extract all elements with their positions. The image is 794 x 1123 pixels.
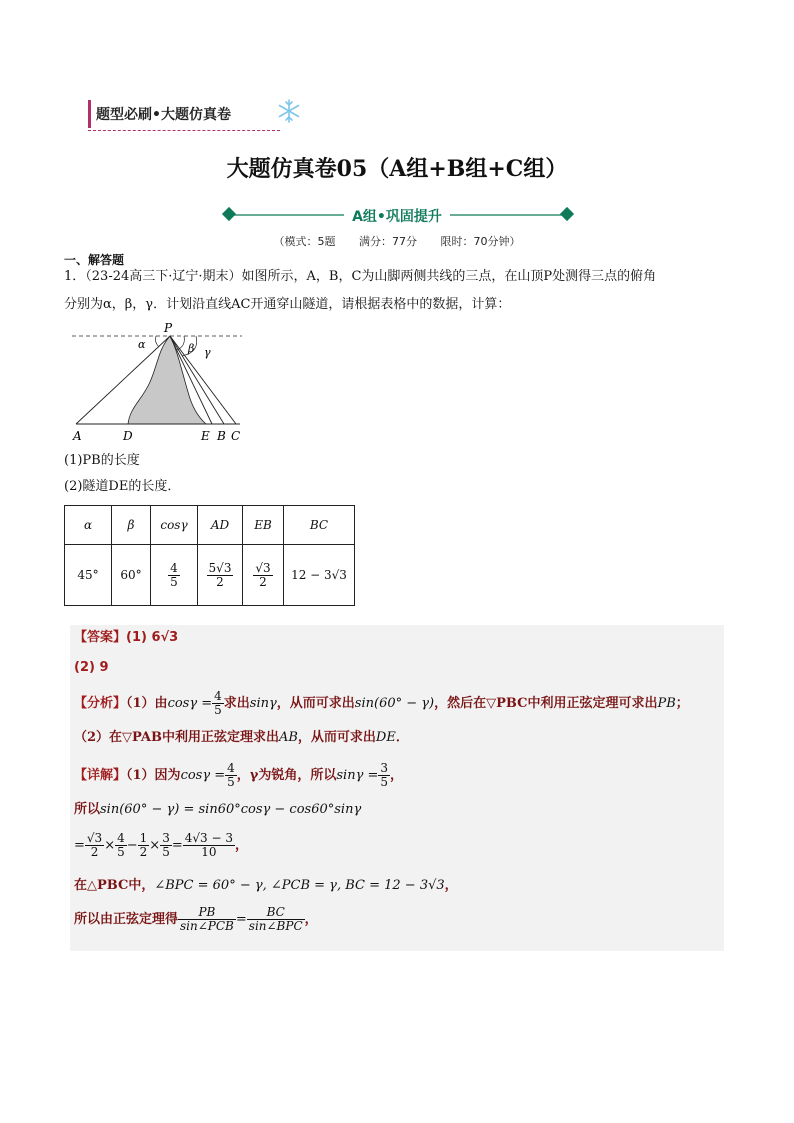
table-cell-bc: 12 − 3√3 [284, 545, 355, 606]
table-cell-alpha: 45° [65, 545, 112, 606]
table-header-row [65, 506, 355, 545]
brand-label: 题型必刷•大题仿真卷 [96, 107, 231, 123]
fraction: $\frac{4}{5}$ [170, 560, 178, 589]
fraction: $\frac{1}{2}$ [139, 831, 148, 859]
fraction: $\frac{√3}{2}$ [255, 560, 271, 589]
fraction: $\frac{4}{5}$ [117, 831, 125, 859]
data-table [64, 505, 355, 606]
label-E: E [201, 429, 210, 443]
fraction: $\frac{3}{5}$ [162, 831, 170, 859]
sub-question-2: (2)隧道DE的长度． [64, 479, 181, 494]
label-D: D [123, 429, 133, 443]
analysis-line-1: 【分析】（1）由cosγ = $\frac{4}{5}$ 求出sinγ，从而可求出sin(60° − γ)，然后在▽PBC中利用正弦定理可求出PB； [74, 689, 689, 717]
analysis-line-2: （2）在▽PAB中利用正弦定理求出AB，从而可求出DE． [74, 730, 409, 745]
label-C: C [231, 429, 241, 443]
label-gamma: γ [204, 346, 211, 359]
mountain-figure [70, 322, 250, 444]
fraction: $\frac{BC}{\text{sin∠BPC}}$ [248, 905, 303, 933]
detail-line-3: = $\frac{√3}{2}$ × $\frac{4}{5}$ − $\frac{1}{2}$ × $\frac{3}{5}$ = $\frac{4√3 - 3}{10}$ ， [74, 831, 248, 859]
detail-line-4: 在△PBC中，∠BPC = 60° − γ, ∠PCB = γ, BC = 12 − 3√3， [74, 878, 458, 893]
label-alpha: α [138, 338, 146, 351]
table-header-cell: EB [243, 506, 284, 545]
table-row [65, 545, 355, 606]
fraction: $\frac{5√3}{2}$ [208, 560, 232, 589]
table-cell-eb [243, 545, 284, 606]
brand-accent-bar [88, 100, 91, 128]
table-cell-beta: 60° [112, 545, 151, 606]
meta-score: 满分：77分 [359, 235, 417, 248]
label-beta: β [188, 342, 195, 355]
meta-time: 限时：70分钟） [440, 235, 521, 248]
fraction: $\frac{3}{5}$ [380, 761, 389, 789]
table-header-cell: cosγ [151, 506, 198, 545]
fraction: $\frac{PB}{\text{sin∠PCB}}$ [180, 905, 234, 933]
snowflake-icon [276, 98, 302, 124]
sub-question-1: (1)PB的长度 [64, 453, 140, 468]
table-header-cell: AD [198, 506, 243, 545]
brand-underline [88, 130, 280, 131]
table-header-cell: BC [284, 506, 355, 545]
table-cell-ad [198, 545, 243, 606]
question-line-1: 1．（23-24高三下·辽宁·期末）如图所示，A，B，C为山脚两侧共线的三点，在山顶P处测得三点的俯角 [64, 269, 657, 284]
table-header-cell: β [112, 506, 151, 545]
fraction: $\frac{4}{5}$ [227, 761, 235, 789]
fraction: $\frac{√3}{2}$ [86, 831, 103, 859]
page-title: 大题仿真卷05（A组+B组+C组） [226, 156, 568, 182]
fraction: $\frac{4}{5}$ [214, 689, 222, 717]
section-heading: 一、解答题 [64, 253, 125, 267]
fraction: $\frac{4√3 - 3}{10}$ [184, 831, 233, 859]
exam-meta [0, 233, 794, 249]
label-A: A [73, 429, 82, 443]
table-cell-cos [151, 545, 198, 606]
table-header-cell: α [65, 506, 112, 545]
label-B: B [217, 429, 226, 443]
question-line-2: 分别为α，β，γ．计划沿直线AC开通穿山隧道，请根据表格中的数据，计算： [64, 297, 511, 312]
detail-line-2: 所以sin(60° − γ) = sin60°cosγ − cos60°sinγ [74, 802, 362, 817]
group-label: A组•巩固提升 [0, 206, 794, 226]
detail-line-5: 所以由正弦定理得 $\frac{PB}{\text{sin∠PCB}}$ = $\frac{BC}{\text{sin∠BPC}}$ ， [74, 905, 318, 933]
label-P: P [164, 322, 173, 335]
detail-line-1: 【详解】（1）因为cosγ = $\frac{4}{5}$ ，γ为锐角，所以sinγ = $\frac{3}{5}$ ， [74, 761, 404, 789]
answer-line-2: (2) 9 [74, 660, 109, 675]
meta-mode: （模式：5题 [273, 235, 336, 248]
answer-line-1: 【答案】(1) 6√3 [74, 630, 179, 645]
